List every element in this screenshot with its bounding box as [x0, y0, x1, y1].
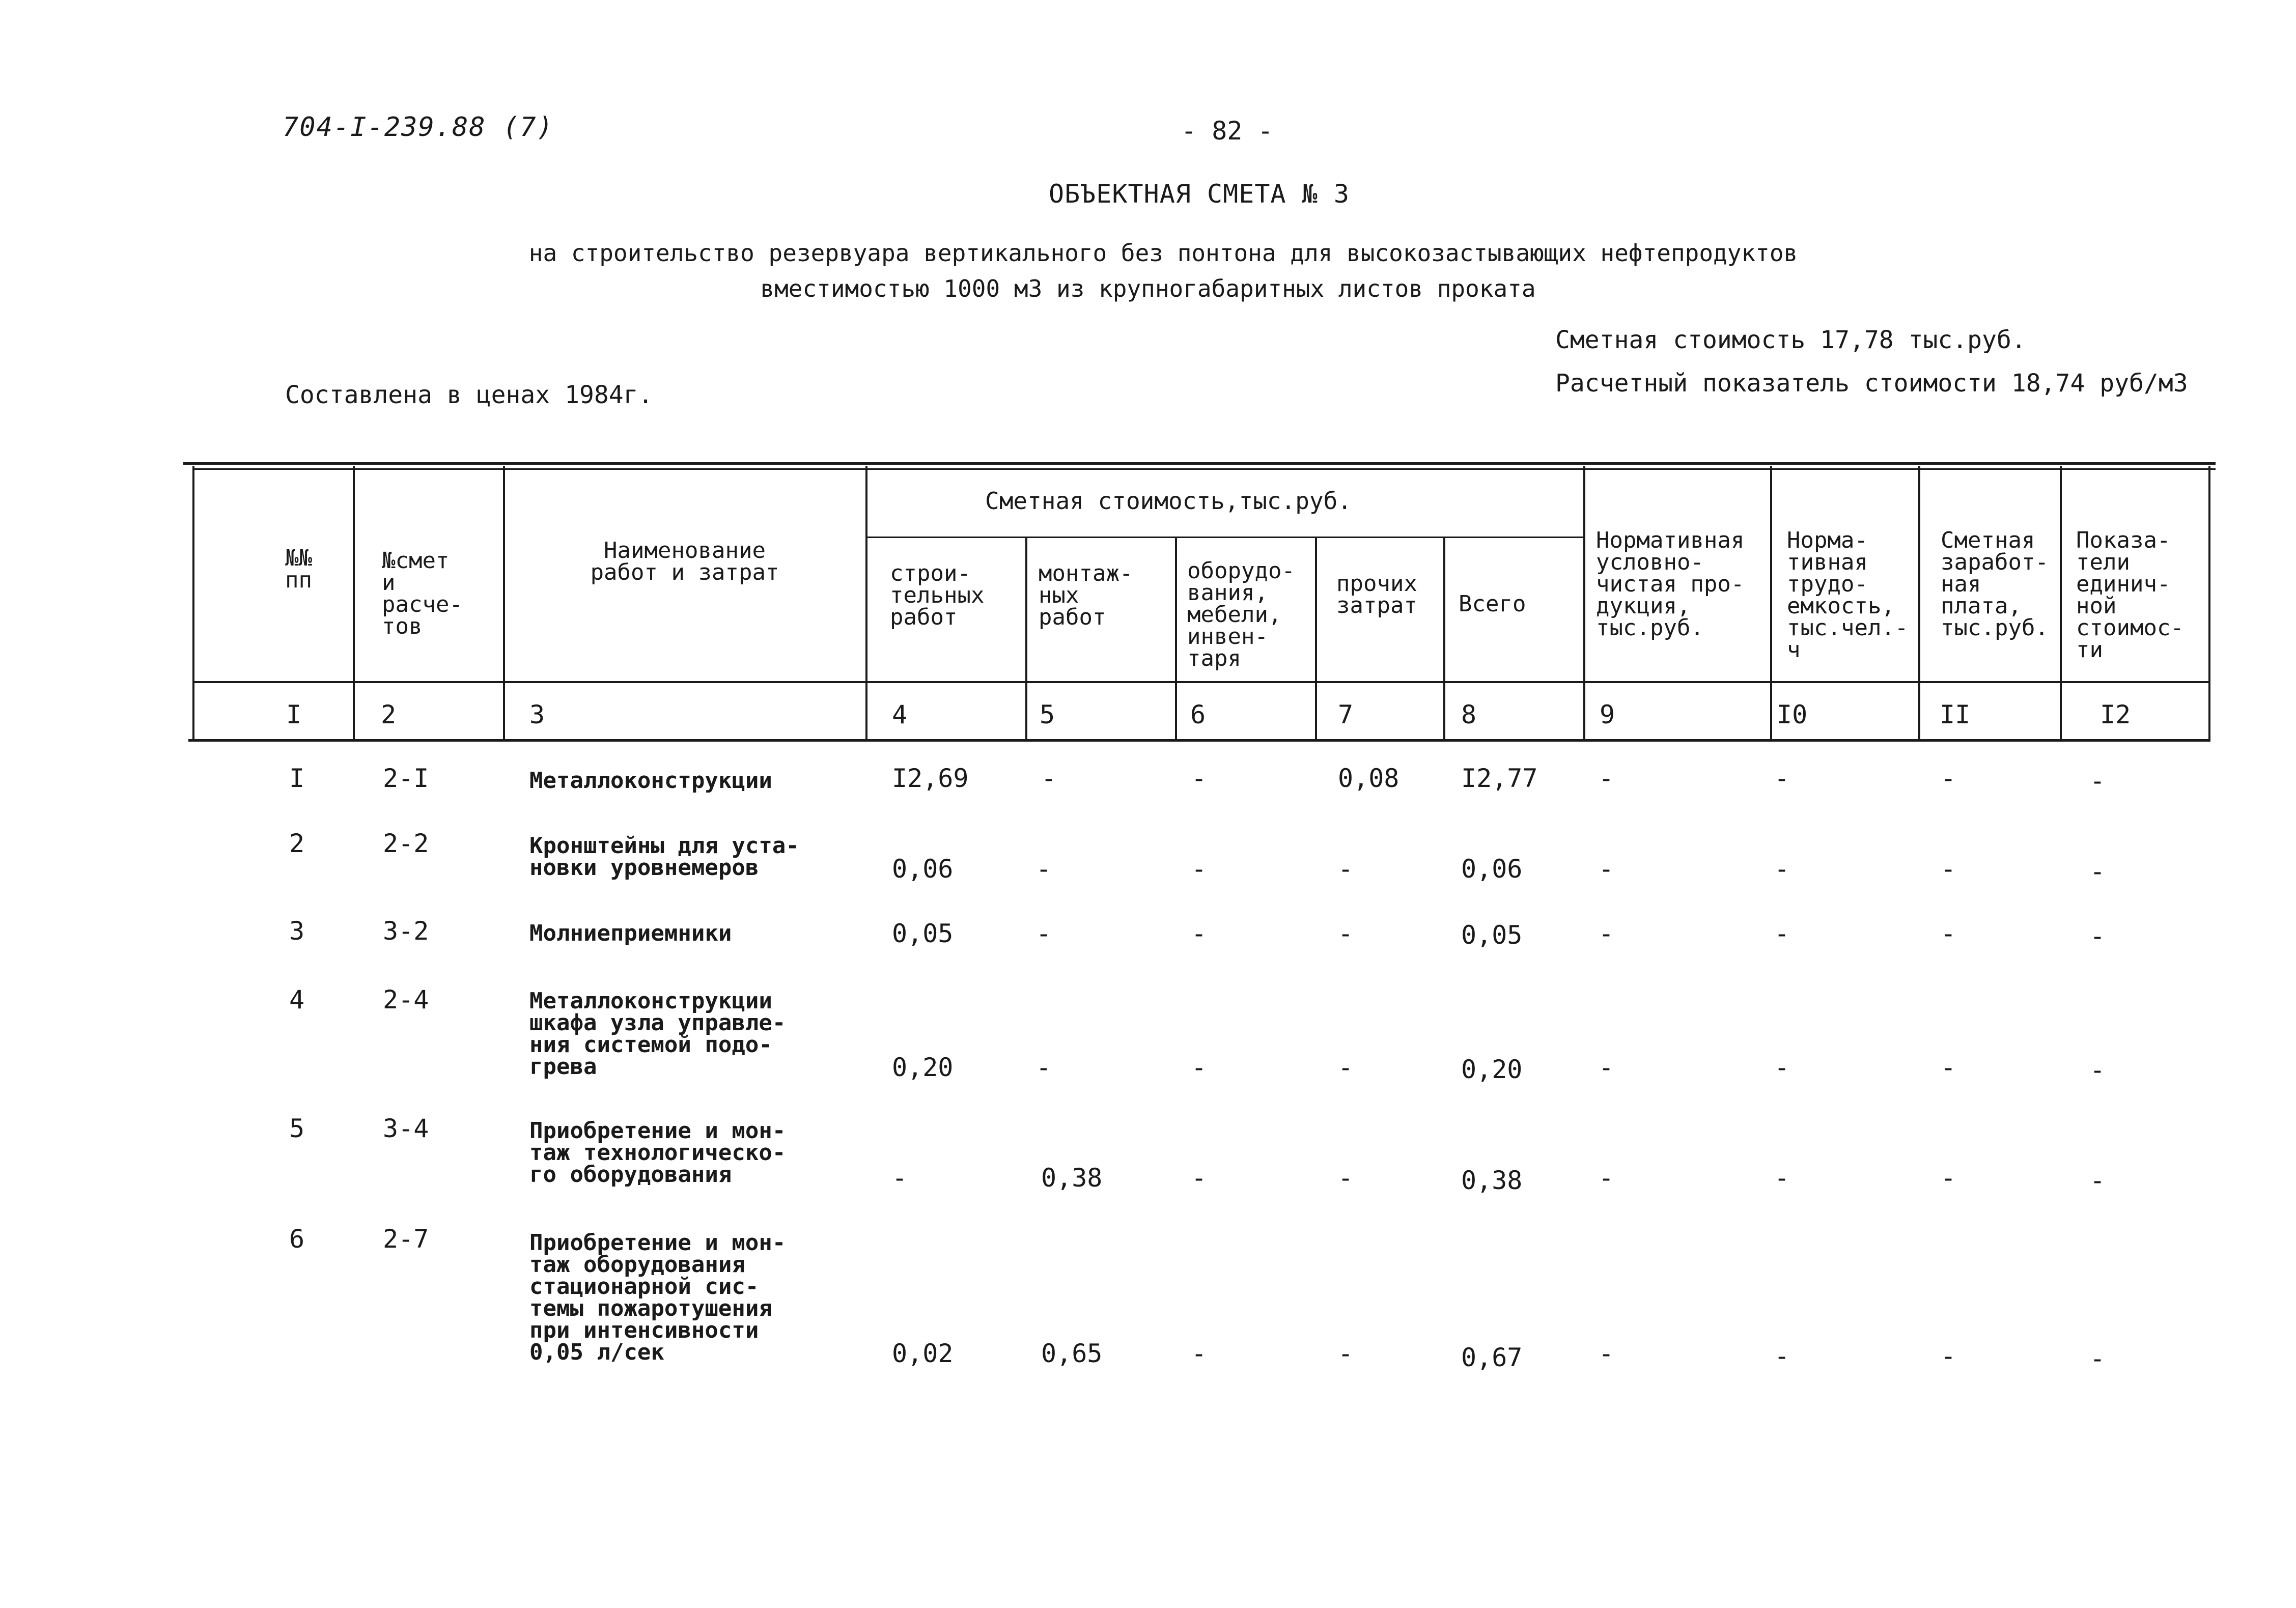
row-other-cost: - — [1338, 1053, 1354, 1082]
row-equipment-cost: - — [1191, 1339, 1207, 1368]
row-construction-cost: I2,69 — [892, 764, 969, 793]
row-wages: - — [1941, 1163, 1956, 1193]
row-unit-cost: - — [2090, 921, 2106, 951]
column-number: I — [286, 700, 302, 729]
row-number: 5 — [289, 1114, 305, 1143]
row-estimate-ref: 3-2 — [383, 916, 429, 946]
col-divider-11 — [2060, 466, 2062, 740]
row-number: 2 — [289, 829, 305, 858]
row-number: 4 — [289, 985, 305, 1014]
column-number: I0 — [1777, 700, 1808, 729]
row-number: 6 — [289, 1224, 305, 1254]
header-col-5: монтаж- ных работ — [1039, 560, 1133, 630]
row-estimate-ref: 2-4 — [383, 985, 429, 1014]
column-number: I2 — [2100, 700, 2131, 729]
row-installation-cost: 0,38 — [1041, 1163, 1103, 1193]
row-net-production: - — [1599, 1163, 1614, 1193]
header-col-9: Нормативная условно- чистая про- дукция, тыс.руб. — [1596, 527, 1745, 641]
table-top-border — [183, 462, 2216, 465]
row-total-cost: 0,20 — [1461, 1055, 1523, 1084]
column-number: 9 — [1600, 700, 1615, 729]
row-labor-intensity: - — [1774, 1053, 1790, 1082]
row-construction-cost: 0,02 — [892, 1339, 954, 1368]
row-number: I — [289, 764, 305, 793]
row-other-cost: - — [1338, 1339, 1354, 1368]
col-divider-12 — [2208, 466, 2210, 740]
col-divider-2 — [503, 466, 505, 740]
row-total-cost: 0,05 — [1461, 920, 1523, 950]
row-other-cost: - — [1338, 1163, 1354, 1193]
header-bottom-border — [193, 681, 2210, 683]
col-divider-3 — [865, 466, 867, 740]
header-col-4: строи- тельных работ — [890, 560, 985, 630]
col-divider-1 — [353, 466, 355, 740]
row-net-production: - — [1599, 1053, 1614, 1082]
row-other-cost: - — [1338, 854, 1354, 884]
row-unit-cost: - — [2090, 1166, 2106, 1195]
row-construction-cost: 0,06 — [892, 854, 954, 884]
row-installation-cost: - — [1036, 1053, 1052, 1082]
row-labor-intensity: - — [1774, 1163, 1790, 1193]
row-work-name: Приобретение и мон- таж оборудования стационарной сис- темы пожаротушения при интенсивности 0,05 л/сек — [529, 1230, 786, 1365]
col-divider-9 — [1770, 466, 1772, 740]
column-numbers-bottom-border — [188, 739, 2210, 742]
row-wages: - — [1941, 764, 1956, 793]
col-divider-10 — [1918, 466, 1920, 740]
column-number: 6 — [1190, 700, 1206, 729]
row-total-cost: I2,77 — [1461, 764, 1538, 793]
header-col-8: Всего — [1459, 591, 1526, 617]
table-top-border-inner — [193, 468, 2216, 470]
row-installation-cost: 0,65 — [1041, 1339, 1103, 1368]
row-unit-cost: - — [2090, 1055, 2106, 1085]
row-total-cost: 0,67 — [1461, 1343, 1523, 1372]
row-work-name: Молниеприемники — [529, 920, 732, 946]
header-group-estimated-cost: Сметная стоимость,тыс.руб. — [985, 487, 1352, 515]
row-work-name: Металлоконструкции — [529, 768, 772, 794]
row-equipment-cost: - — [1191, 1163, 1207, 1193]
group-header-divider — [865, 537, 1584, 538]
row-total-cost: 0,06 — [1461, 854, 1523, 884]
row-construction-cost: 0,20 — [892, 1053, 954, 1082]
header-col-11: Сметная заработ- ная плата, тыс.руб. — [1941, 527, 2049, 641]
document-code: 704-I-239.88 (7) — [283, 112, 554, 143]
row-equipment-cost: - — [1191, 1053, 1207, 1082]
row-labor-intensity: - — [1774, 1341, 1790, 1371]
row-estimate-ref: 2-I — [383, 764, 429, 793]
row-wages: - — [1941, 854, 1956, 884]
subtitle-line-2: вместимостью 1000 м3 из крупногабаритных листов проката — [760, 275, 1536, 302]
header-col-2: №смет и расче- тов — [382, 548, 463, 639]
row-unit-cost: - — [2090, 766, 2106, 796]
header-col-6: оборудо- вания, мебели, инвен- таря — [1187, 558, 1295, 671]
col-divider-7 — [1443, 537, 1445, 740]
column-number: 3 — [529, 700, 545, 729]
row-total-cost: 0,38 — [1461, 1166, 1523, 1195]
column-number: 4 — [892, 700, 908, 729]
row-equipment-cost: - — [1191, 919, 1207, 948]
row-work-name: Металлоконструкции шкафа узла управле- ния системой подо- грева — [529, 988, 786, 1080]
header-col-1: №№ пп — [285, 545, 312, 593]
row-installation-cost: - — [1036, 854, 1052, 884]
row-number: 3 — [289, 916, 305, 946]
row-unit-cost: - — [2090, 1344, 2106, 1373]
row-estimate-ref: 2-2 — [383, 829, 429, 858]
estimated-cost: Сметная стоимость 17,78 тыс.руб. — [1555, 326, 2026, 354]
col-divider-0 — [192, 466, 194, 740]
row-equipment-cost: - — [1191, 764, 1207, 793]
row-wages: - — [1941, 1053, 1956, 1082]
row-construction-cost: 0,05 — [892, 919, 954, 948]
document-title: ОБЪЕКТНАЯ СМЕТА № 3 — [1049, 179, 1350, 209]
row-labor-intensity: - — [1774, 854, 1790, 884]
cost-indicator: Расчетный показатель стоимости 18,74 руб/м3 — [1555, 369, 2188, 398]
col-divider-4 — [1025, 537, 1027, 740]
row-net-production: - — [1599, 854, 1614, 884]
row-labor-intensity: - — [1774, 919, 1790, 948]
row-work-name: Кронштейны для уста- новки уровнемеров — [529, 833, 799, 881]
row-equipment-cost: - — [1191, 854, 1207, 884]
row-estimate-ref: 3-4 — [383, 1114, 429, 1143]
header-col-7: прочих затрат — [1336, 571, 1417, 618]
subtitle-line-1: на строительство резервуара вертикального без понтона для высокозастывающих нефтепродуктов — [528, 239, 1798, 267]
row-wages: - — [1941, 1341, 1956, 1371]
row-net-production: - — [1599, 1339, 1614, 1368]
row-net-production: - — [1599, 764, 1614, 793]
header-col-10: Норма- тивная трудо- емкость, тыс.чел.- ч — [1787, 527, 1909, 663]
row-net-production: - — [1599, 919, 1614, 948]
col-divider-5 — [1175, 537, 1177, 740]
row-estimate-ref: 2-7 — [383, 1224, 429, 1254]
col-divider-8 — [1583, 466, 1585, 740]
column-number: 5 — [1040, 700, 1055, 729]
header-col-3: Наименование работ и затрат — [590, 538, 779, 585]
row-other-cost: - — [1338, 919, 1354, 948]
column-number: 2 — [381, 700, 397, 729]
row-unit-cost: - — [2090, 857, 2106, 886]
column-number: II — [1940, 700, 1971, 729]
prices-basis: Составлена в ценах 1984г. — [285, 381, 653, 409]
row-work-name: Приобретение и мон- таж технологическо- го оборудования — [529, 1118, 786, 1188]
row-wages: - — [1941, 919, 1956, 948]
row-installation-cost: - — [1036, 919, 1052, 948]
column-number: 7 — [1338, 700, 1354, 729]
column-number: 8 — [1461, 700, 1477, 729]
col-divider-6 — [1315, 537, 1317, 740]
row-labor-intensity: - — [1774, 764, 1790, 793]
row-other-cost: 0,08 — [1338, 764, 1399, 793]
row-construction-cost: - — [892, 1163, 908, 1193]
header-col-12: Показа- тели единич- ной стоимос- ти — [2076, 527, 2184, 663]
page-number: - 82 - — [1181, 116, 1273, 146]
row-installation-cost: - — [1041, 764, 1057, 793]
